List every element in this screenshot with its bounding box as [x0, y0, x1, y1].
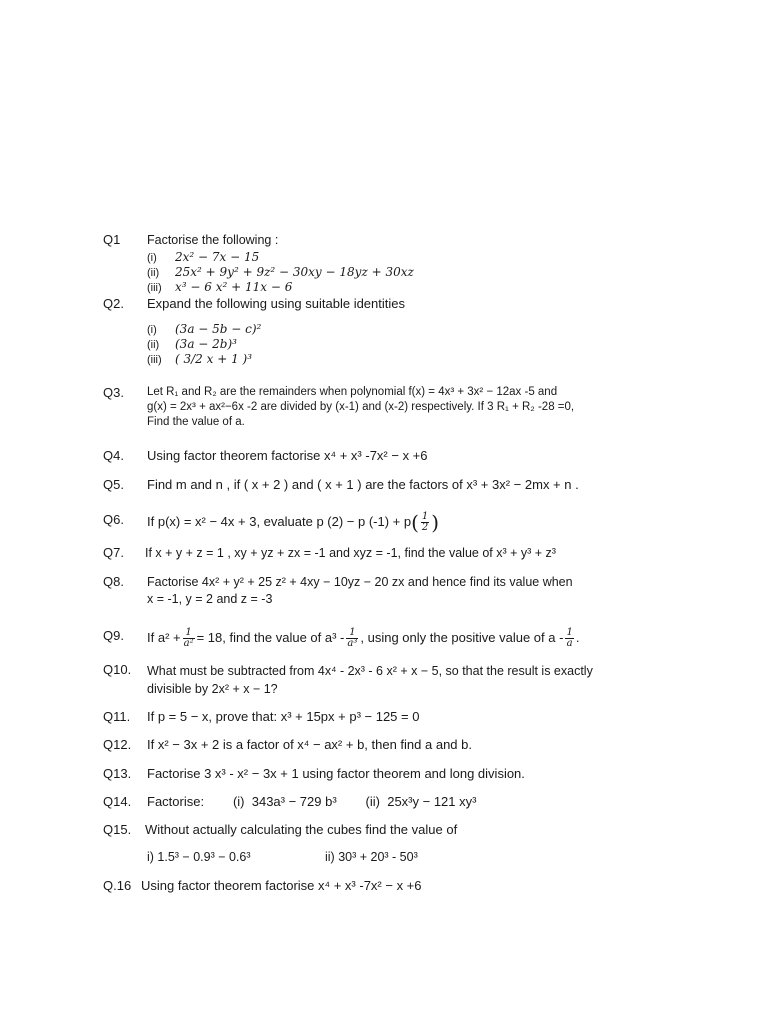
question-text: Using factor theorem factorise x⁴ + x³ -7x² − x +6 — [141, 878, 422, 893]
question-number: Q6. — [103, 512, 124, 527]
sub-part: (ii) (3a − 2b)³ — [147, 337, 237, 351]
question-line: divisible by 2x² + x − 1? — [147, 682, 278, 696]
question-number: Q8. — [103, 574, 124, 589]
question-text: Without actually calculating the cubes find the value of — [145, 822, 458, 837]
sub-part: (iii) ( 3/2 x + 1 )³ — [147, 352, 253, 366]
close-paren: ) — [431, 510, 440, 535]
question-number: Q14. — [103, 794, 132, 809]
question-number: Q12. — [103, 737, 132, 752]
question-text: Factorise: (i) 343a³ − 729 b³ (ii) 25x³y − 121 xy³ — [147, 794, 477, 809]
question-text: If a² + — [147, 629, 181, 645]
question-number: Q.16 — [103, 878, 132, 893]
open-paren: ( — [411, 510, 419, 535]
question-number: Q9. — [103, 628, 124, 643]
sub-part: (ii) 25x² + 9y² + 9z² − 30xy − 18yz + 30xz — [147, 265, 414, 279]
question-text: Expand the following using suitable identities — [147, 296, 406, 311]
sub-part: i) 1.5³ − 0.9³ − 0.6³ — [147, 850, 251, 864]
question-line: x = -1, y = 2 and z = -3 — [147, 592, 273, 606]
question-line: Let R₁ and R₂ are the remainders when polynomial f(x) = 4x³ + 3x² − 12ax -5 and — [147, 386, 558, 398]
question-line: Factorise 4x² + y² + 25 z² + 4xy − 10yz − 20 zx and hence find its value when — [147, 575, 573, 589]
question-text: Factorise the following : — [147, 233, 279, 247]
fraction: $\frac{1}{2}$ — [421, 511, 429, 533]
question-number: Q7. — [103, 545, 124, 560]
question-text: If x + y + z = 1 , xy + yz + zx = -1 and xyz = -1, find the value of x³ + y³ + z³ — [145, 546, 556, 560]
question-number: Q1 — [103, 232, 121, 247]
worksheet-page: Q1 Factorise the following : (i) 2x² − 7x − 15 (ii) 25x² + 9y² + 9z² − 30xy − 18yz + 30xz (iii) x³ − 6 x² + 11x − 6 Q2. Expand the following using suitable identities (i) (3a − 5b − c)² (ii) (3a − 2b)³ (iii) ( 3/2 x + 1 )³ Q3. Let R₁ and R₂ are the remainders when polynomial f(x) = 4x³ + 3x² − 12ax -5 and g(x) = 2x³ + ax²−6x -2 are divided by (x-1) and (x-2) respectively. If 3 R₁ + R₂ -28 =0, Find the value of a. Q4. Using factor theorem factorise x⁴ + x³ -7x² − x +6 Q5. Find m and n , if ( x + 2 ) and ( x + 1 ) are the factors of x³ + 3x² − 2mx + n . Q6. If p(x) = x² − 4x + 3, evaluate p (2) − p (-1) + p( $\frac{1}{2}$ ) Q7. If x + y + z = 1 , xy + yz + zx = -1 and xyz = -1, find the value of x³ + y³ + z³ Q8. Factorise 4x² + y² + 25 z² + 4xy − 10yz − 20 zx and hence find its value when x = -1, y = 2 and z = -3 Q9. If a² + $\frac{1}{\text{a²}}$ = 18, find the value of a³ - $\frac{1}{\text{a³}}$ , using only the positive value of a - $\frac{1}{a}$ . Q10. What must be subtracted from 4x⁴ - 2x³ - 6 x² + x − 5, so that the result is exactly divisible by 2x² + x − 1? Q11. If p = 5 − x, prove that: x³ + 15px + p³ − 125 = 0 Q12. If x² − 3x + 2 is a factor of x⁴ − ax² + b, then find a and b. Q13. Factorise 3 x³ - x² − 3x + 1 using factor theorem and long division. Q14. Factorise: (i) 343a³ − 729 b³ (ii) 25x³y − 121 xy³ Q15. Without actually calculating the cubes find the value of i) 1.5³ − 0.9³ − 0.6³ ii) 30³ + 20³ - 50³ Q.16 Using factor theorem factorise x⁴ + x³ -7x² − x +6 — [0, 0, 768, 1024]
question-number: Q3. — [103, 385, 124, 400]
question-number: Q10. — [103, 662, 132, 677]
sub-part: (iii) x³ − 6 x² + 11x − 6 — [147, 280, 293, 294]
sub-part: ii) 30³ + 20³ - 50³ — [325, 850, 418, 864]
fraction: $\frac{1}{\text{a³}}$ — [347, 627, 358, 649]
question-text: If p(x) = x² − 4x + 3, evaluate p (2) − p (-1) + p — [147, 513, 412, 529]
question-number: Q5. — [103, 477, 124, 492]
question-number: Q13. — [103, 766, 132, 781]
question-line: What must be subtracted from 4x⁴ - 2x³ - 6 x² + x − 5, so that the result is exactly — [147, 664, 593, 678]
question-text: If x² − 3x + 2 is a factor of x⁴ − ax² + b, then find a and b. — [147, 737, 472, 752]
question-number: Q4. — [103, 448, 124, 463]
question-text: If p = 5 − x, prove that: x³ + 15px + p³ − 125 = 0 — [147, 709, 420, 724]
question-text: Using factor theorem factorise x⁴ + x³ -7x² − x +6 — [147, 448, 428, 463]
question-number: Q15. — [103, 822, 132, 837]
question-line: g(x) = 2x³ + ax²−6x -2 are divided by (x-1) and (x-2) respectively. If 3 R₁ + R₂ -28 =0, — [147, 401, 575, 413]
fraction: $\frac{1}{a}$ — [566, 627, 573, 649]
question-number: Q2. — [103, 296, 124, 311]
question-line: Find the value of a. — [147, 416, 245, 428]
sub-part: (i) 2x² − 7x − 15 — [147, 250, 260, 264]
question-number: Q11. — [103, 709, 131, 724]
question-text: Find m and n , if ( x + 2 ) and ( x + 1 ) are the factors of x³ + 3x² − 2mx + n . — [147, 477, 579, 492]
fraction: $\frac{1}{\text{a²}}$ — [183, 627, 194, 649]
question-text: Factorise 3 x³ - x² − 3x + 1 using factor theorem and long division. — [147, 766, 525, 781]
sub-part: (i) (3a − 5b − c)² — [147, 322, 262, 336]
